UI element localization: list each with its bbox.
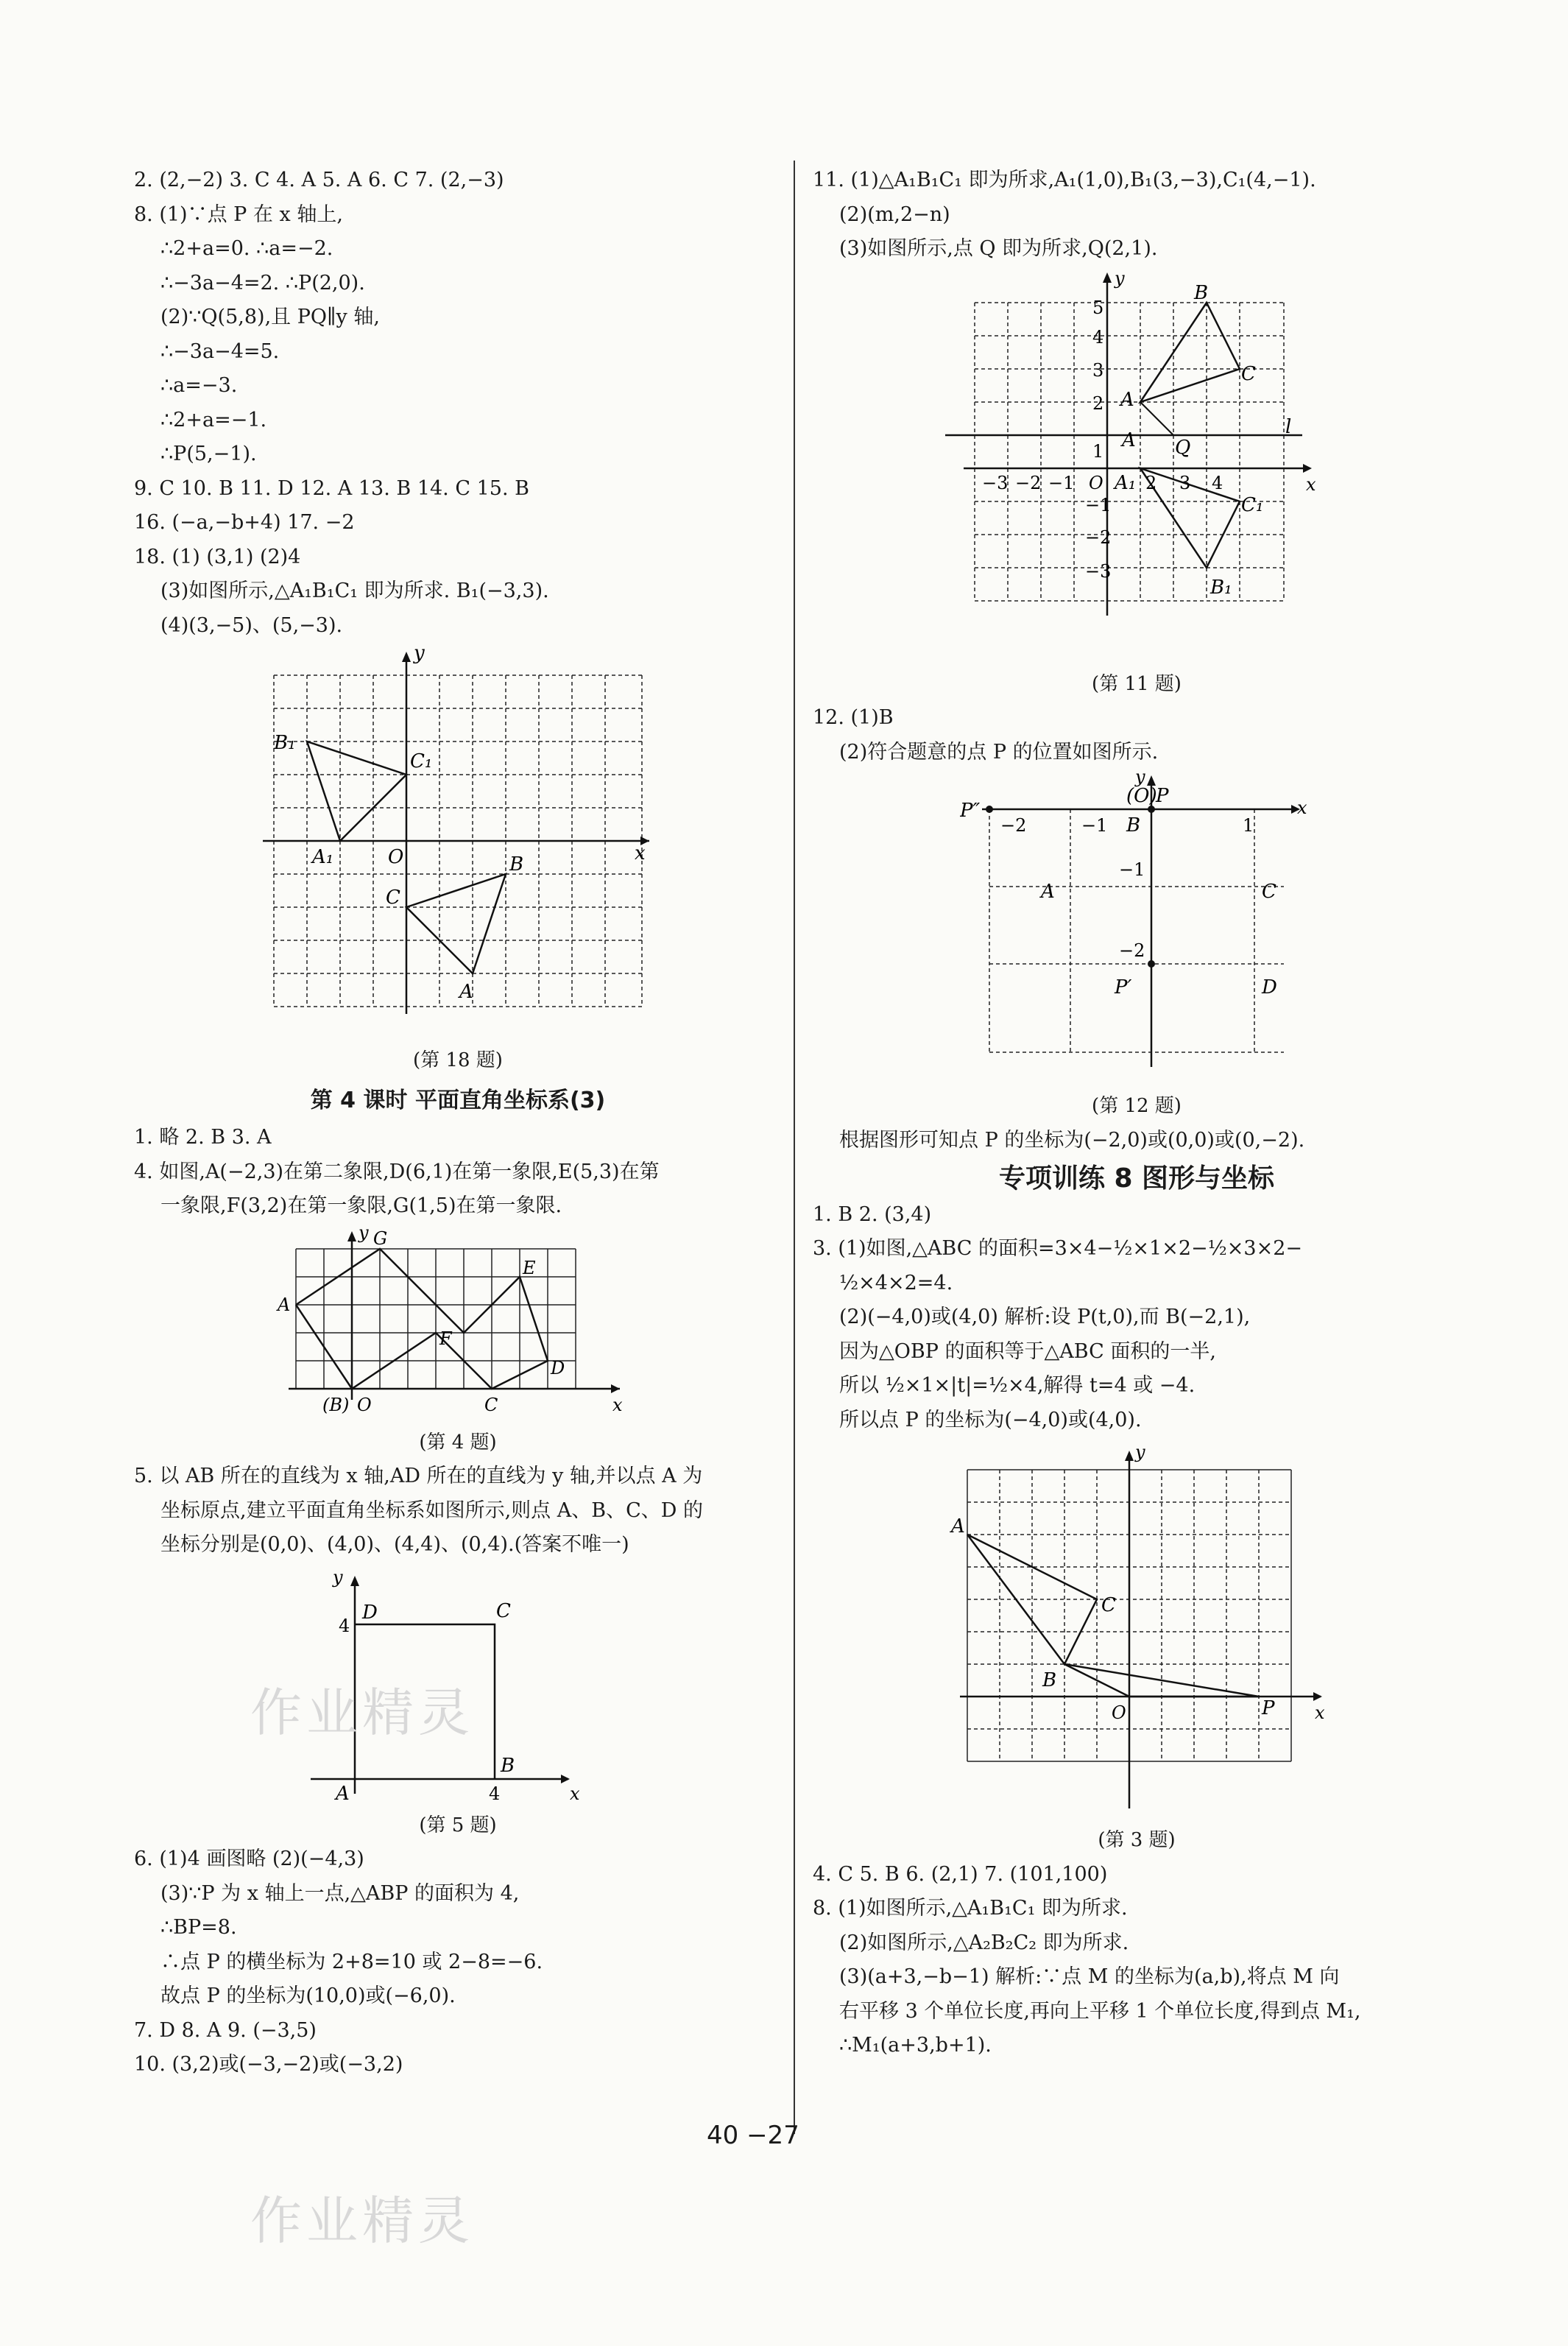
- y-arrow-icon: [350, 1576, 359, 1586]
- point-p-double-prime: [986, 806, 993, 813]
- label-b: B: [501, 1754, 515, 1777]
- answer-line: 16. (−a,−b+4) 17. −2: [134, 511, 355, 534]
- label-x: x: [612, 1394, 623, 1415]
- point-p-prime: [1148, 960, 1155, 968]
- watermark: 作业精灵: [250, 1683, 474, 1743]
- figure-caption: (第 11 题): [1092, 672, 1182, 695]
- tick-y-m1: −1: [1085, 494, 1112, 515]
- label-c: C: [484, 1394, 498, 1415]
- figure-3: [938, 1440, 1335, 1823]
- y-arrow-icon: [1125, 1451, 1134, 1461]
- triangle-a1b1c1: [307, 742, 406, 841]
- figure-caption: (第 5 题): [419, 1814, 497, 1836]
- answer-line: 11. (1)△A₁B₁C₁ 即为所求,A₁(1,0),B₁(3,−3),C₁(4,−1).: [813, 169, 1316, 191]
- label-o-paren: (O): [1126, 785, 1157, 807]
- left-column: [134, 163, 782, 2082]
- label-e: E: [523, 1257, 536, 1278]
- answer-line: (2)(m,2−n): [839, 202, 950, 226]
- label-c: C: [386, 887, 400, 909]
- label-b: B: [509, 853, 524, 876]
- figure-4-path: [296, 1249, 548, 1389]
- answer-line: 因为△OBP 的面积等于△ABC 面积的一半,: [839, 1339, 1216, 1363]
- answer-line: (2)符合题意的点 P 的位置如图所示.: [839, 740, 1159, 764]
- answer-line: ∴−3a−4=5.: [160, 339, 280, 363]
- answer-line: 7. D 8. A 9. (−3,5): [134, 2018, 317, 2042]
- tick-y-4: 4: [1092, 326, 1104, 348]
- tick-y-1: 1: [1092, 440, 1104, 462]
- label-c: C: [1241, 362, 1256, 385]
- answer-line: 5. 以 AB 所在的直线为 x 轴,AD 所在的直线为 y 轴,并以点 A 为: [134, 1465, 703, 1487]
- label-a: A: [1041, 881, 1055, 903]
- label-p: P: [1262, 1697, 1275, 1719]
- label-x: x: [570, 1783, 580, 1804]
- tick-x-4: 4: [1212, 472, 1223, 493]
- y-arrow-icon: [1103, 272, 1112, 283]
- figure-caption: (第 12 题): [1092, 1095, 1182, 1117]
- label-c: C: [1101, 1594, 1116, 1616]
- tick-y-m2: −2: [1085, 526, 1112, 548]
- tick-x-3: 3: [1179, 472, 1191, 493]
- figure-caption: (第 3 题): [1098, 1829, 1176, 1851]
- answer-line: 1. 略 2. B 3. A: [134, 1126, 272, 1149]
- watermark: 作业精灵: [250, 2191, 474, 2251]
- x-arrow-icon: [611, 1384, 620, 1393]
- figure-18: [259, 646, 657, 1043]
- y-arrow-icon: [402, 652, 411, 662]
- answer-line: 4. C 5. B 6. (2,1) 7. (101,100): [813, 1862, 1108, 1886]
- label-b1: B₁: [274, 732, 296, 754]
- label-o: O: [357, 1394, 372, 1415]
- tick-x-1: 1: [1243, 815, 1254, 836]
- answer-line: ∴BP=8.: [160, 1916, 237, 1939]
- answer-line: 根据图形可知点 P 的坐标为(−2,0)或(0,0)或(0,−2).: [839, 1128, 1305, 1152]
- answer-line: 4. 如图,A(−2,3)在第二象限,D(6,1)在第一象限,E(5,3)在第: [134, 1160, 660, 1183]
- tick-x-2: 2: [1145, 472, 1157, 493]
- tick-x-4: 4: [489, 1783, 501, 1804]
- label-b1: B₁: [1210, 576, 1232, 599]
- label-o: O: [1112, 1702, 1126, 1723]
- figure-caption: (第 18 题): [413, 1049, 503, 1071]
- tick-y-m3: −3: [1085, 560, 1112, 582]
- label-x: x: [1315, 1702, 1325, 1723]
- label-y: y: [1135, 1442, 1145, 1462]
- right-column: [813, 163, 1461, 2063]
- answer-line: (3)(a+3,−b−1) 解析:∵点 M 的坐标为(a,b),将点 M 向: [839, 1965, 1340, 1988]
- answer-line: ½×4×2=4.: [839, 1271, 953, 1294]
- answer-line: ∴2+a=0. ∴a=−2.: [160, 237, 333, 260]
- tick-x-m2: −2: [1015, 472, 1042, 493]
- tick-y-5: 5: [1092, 297, 1104, 318]
- figure-4: [274, 1227, 642, 1426]
- label-a: A: [951, 1515, 965, 1537]
- section-heading: 专项训练 8 图形与坐标: [998, 1163, 1275, 1194]
- label-d: D: [362, 1601, 378, 1624]
- answer-line: 8. (1)∵点 P 在 x 轴上,: [134, 202, 343, 226]
- answer-line: ∴−3a−4=2. ∴P(2,0).: [160, 271, 365, 295]
- label-x: x: [1297, 797, 1307, 818]
- tick-y-2: 2: [1092, 392, 1104, 414]
- answer-line: ∴2+a=−1.: [160, 408, 267, 431]
- answer-line: (2)如图所示,△A₂B₂C₂ 即为所求.: [839, 1931, 1129, 1954]
- label-p-double-prime: P″: [960, 800, 981, 822]
- answer-line: 故点 P 的坐标为(10,0)或(−6,0).: [160, 1984, 456, 2007]
- answer-line: 10. (3,2)或(−3,−2)或(−3,2): [134, 2053, 403, 2076]
- answer-line: (4)(3,−5)、(5,−3).: [160, 613, 343, 637]
- answer-line: 坐标原点,建立平面直角坐标系如图所示,则点 A、B、C、D 的: [160, 1498, 703, 1522]
- tick-y-m2: −2: [1119, 940, 1145, 961]
- answer-line: ∴点 P 的横坐标为 2+8=10 或 2−8=−6.: [160, 1950, 543, 1973]
- label-o: O: [388, 846, 404, 868]
- label-d: D: [551, 1357, 565, 1378]
- segment-aq: [1140, 402, 1173, 435]
- tick-x-m2: −2: [1000, 815, 1027, 836]
- answer-line: 8. (1)如图所示,△A₁B₁C₁ 即为所求.: [813, 1897, 1128, 1920]
- answer-line: ∴a=−3.: [160, 374, 238, 397]
- tick-x-m1: −1: [1081, 815, 1108, 836]
- label-a-small: A: [1122, 429, 1136, 451]
- label-p-prime: P′: [1115, 976, 1132, 998]
- tick-y-m1: −1: [1119, 859, 1145, 880]
- page-number: 40 −27: [707, 2121, 799, 2150]
- tick-y-3: 3: [1092, 359, 1104, 381]
- label-l: l: [1285, 415, 1292, 438]
- label-x: x: [635, 842, 646, 864]
- label-a: A: [336, 1782, 350, 1805]
- label-f: F: [439, 1328, 452, 1349]
- label-b: B: [1042, 1669, 1057, 1691]
- answer-line: 9. C 10. B 11. D 12. A 13. B 14. C 15. B: [134, 476, 529, 500]
- answer-line: (3)如图所示,△A₁B₁C₁ 即为所求. B₁(−3,3).: [160, 580, 549, 602]
- label-x: x: [1306, 473, 1316, 495]
- answer-line: 坐标分别是(0,0)、(4,0)、(4,4)、(0,4).(答案不唯一): [160, 1533, 629, 1556]
- answer-line: ∴M₁(a+3,b+1).: [839, 2034, 992, 2057]
- answer-line: 右平移 3 个单位长度,再向上平移 1 个单位长度,得到点 M₁,: [839, 1999, 1361, 2023]
- label-c1: C₁: [410, 750, 433, 772]
- label-y: y: [1115, 269, 1125, 289]
- label-q: Q: [1175, 436, 1191, 459]
- tick-x-m1: −1: [1048, 472, 1075, 493]
- answer-line: 2. (2,−2) 3. C 4. A 5. A 6. C 7. (2,−3): [134, 169, 504, 191]
- label-a: A: [1120, 388, 1134, 411]
- label-a: A: [278, 1294, 291, 1315]
- label-a1: A₁: [1115, 471, 1137, 494]
- label-y: y: [359, 1226, 369, 1243]
- answer-line: 18. (1) (3,1) (2)4: [134, 545, 301, 568]
- answer-line: 1. B 2. (3,4): [813, 1202, 932, 1226]
- label-a: A: [459, 981, 473, 1003]
- answer-line: 6. (1)4 画图略 (2)(−4,3): [134, 1847, 364, 1870]
- label-p: P: [1156, 785, 1169, 807]
- label-b-origin: (B): [322, 1394, 350, 1415]
- tick-x-m3: −3: [982, 472, 1009, 493]
- label-b: B: [1194, 281, 1209, 304]
- answer-line: (3)如图所示,点 Q 即为所求,Q(2,1).: [839, 237, 1158, 260]
- answer-line: 所以点 P 的坐标为(−4,0)或(4,0).: [839, 1408, 1142, 1431]
- label-g: G: [373, 1227, 388, 1249]
- label-o: O: [1089, 472, 1103, 493]
- section-heading: 第 4 课时 平面直角坐标系(3): [310, 1087, 606, 1113]
- column-divider: [794, 161, 795, 2134]
- label-b: B: [1126, 814, 1141, 836]
- answer-line: 3. (1)如图,△ABC 的面积=3×4−½×1×2−½×3×2−: [813, 1237, 1303, 1260]
- triangle-abc: [1140, 303, 1240, 402]
- answer-line: (2)(−4,0)或(4,0) 解析:设 P(t,0),而 B(−2,1),: [839, 1306, 1251, 1328]
- figure-11-grid: [975, 303, 1284, 601]
- label-c1: C₁: [1241, 493, 1264, 516]
- figure-11: [938, 270, 1335, 667]
- answer-line: 一象限,F(3,2)在第一象限,G(1,5)在第一象限.: [160, 1194, 562, 1217]
- answer-line: 12. (1)B: [813, 706, 894, 729]
- figure-12-grid: [989, 809, 1284, 1052]
- label-y: y: [1135, 772, 1145, 787]
- tick-y-4: 4: [339, 1615, 350, 1636]
- label-d: D: [1262, 976, 1277, 998]
- label-y: y: [414, 646, 425, 664]
- x-arrow-icon: [1313, 1692, 1322, 1701]
- figure-caption: (第 4 题): [419, 1431, 497, 1454]
- y-arrow-icon: [347, 1231, 356, 1241]
- answer-line: (2)∵Q(5,8),且 PQ∥y 轴,: [160, 306, 380, 328]
- label-c: C: [496, 1599, 511, 1622]
- y-arrow-icon: [1147, 775, 1156, 786]
- answer-line: ∴P(5,−1).: [160, 443, 257, 465]
- x-arrow-icon: [1303, 464, 1312, 473]
- x-arrow-icon: [561, 1775, 570, 1783]
- answer-line: (3)∵P 为 x 轴上一点,△ABP 的面积为 4,: [160, 1881, 520, 1905]
- figure-12: [960, 772, 1313, 1089]
- triangle-abc: [406, 874, 506, 973]
- answer-line: 所以 ½×1×|t|=½×4,解得 t=4 或 −4.: [839, 1374, 1196, 1397]
- label-y: y: [333, 1566, 343, 1588]
- label-c: C: [1262, 881, 1276, 903]
- label-a1: A₁: [312, 846, 334, 868]
